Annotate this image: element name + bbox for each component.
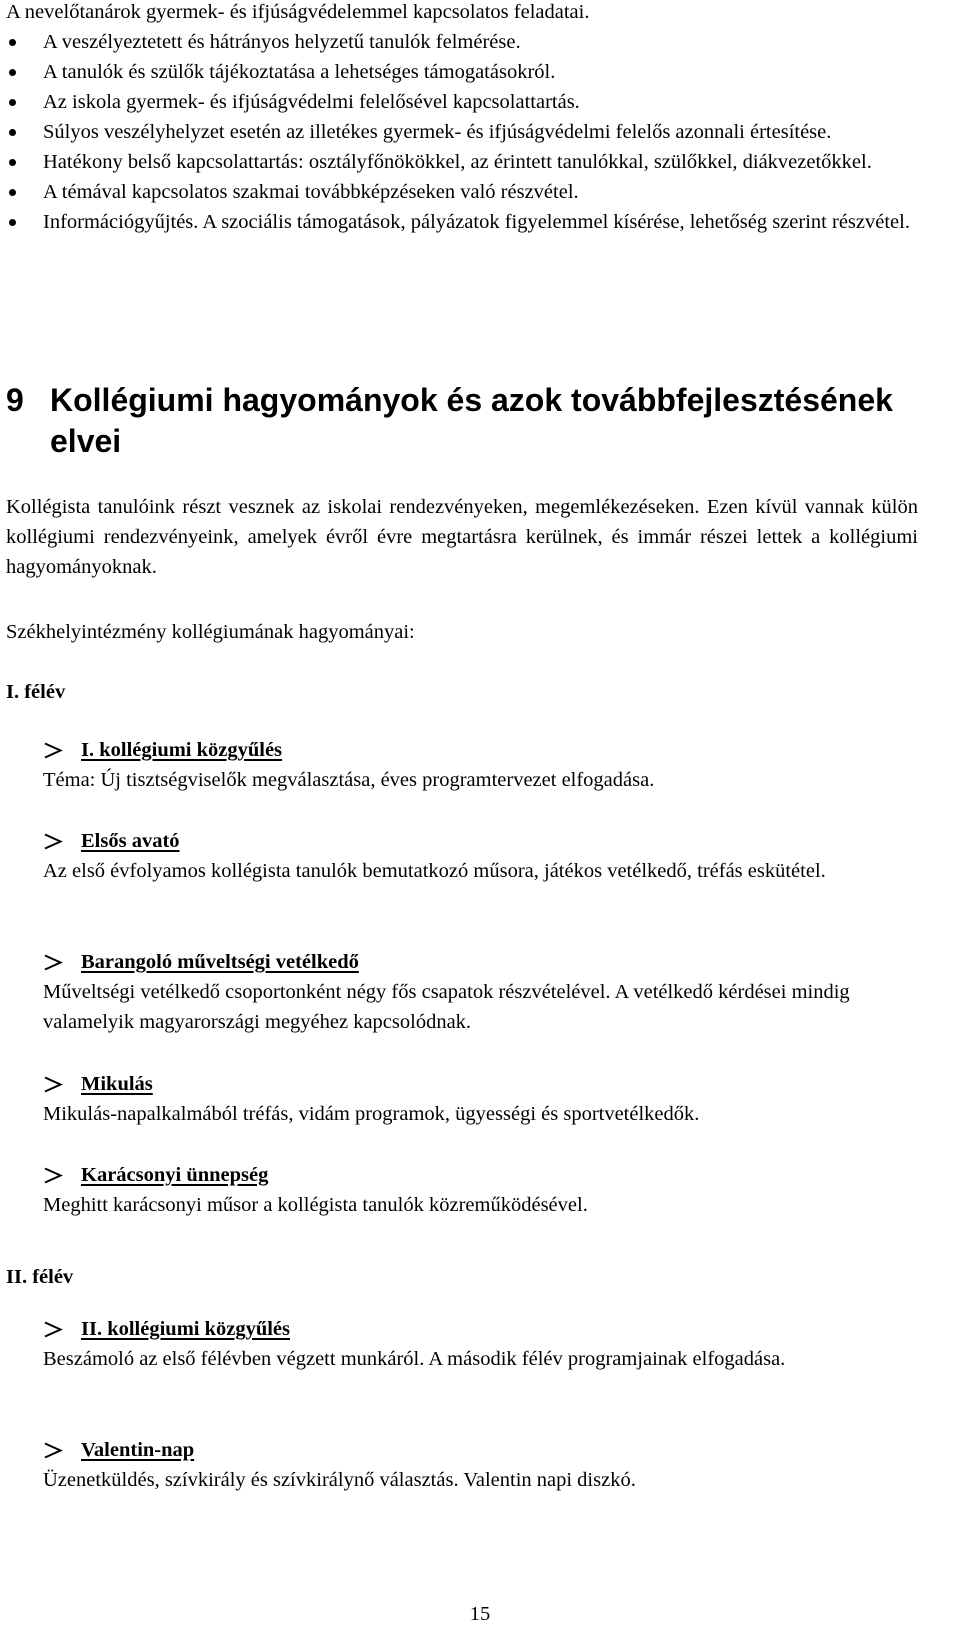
bullet-icon xyxy=(9,99,16,106)
bullet-list xyxy=(0,27,930,237)
list-item: Hatékony belső kapcsolattartás: osztályfőnökökkel, az érintett tanulókkal, szülőkkel, diákvezetőkkel. xyxy=(0,147,930,177)
tradition-description: Téma: Új tisztségviselők megválasztása, éves programtervezet elfogadása. xyxy=(43,769,655,791)
list-item: Súlyos veszélyhelyzet esetén az illetékes gyermek- és ifjúságvédelmi felelős azonnali értesítése. xyxy=(0,117,930,147)
tradition-description: Műveltségi vetélkedő csoportonként négy fős csapatok részvételével. A vetélkedő kérdései mindig valamelyik magyarországi megyéhez kapcsolódnak. xyxy=(43,981,850,1033)
tradition-title: Elsős avató xyxy=(81,830,180,852)
list-item: Információgyűjtés. A szociális támogatások, pályázatok figyelemmel kísérése, lehetőség szerint részvétel. xyxy=(0,207,930,237)
bullet-icon xyxy=(9,129,16,136)
tradition-item xyxy=(43,1435,933,1495)
tradition-item xyxy=(43,1160,933,1220)
bullet-icon xyxy=(9,39,16,46)
arrow-bullet-icon xyxy=(43,954,63,971)
arrow-bullet-icon xyxy=(43,742,63,759)
tradition-title: I. kollégiumi közgyűlés xyxy=(81,739,283,761)
tradition-description: Mikulás-napalkalmából tréfás, vidám programok, ügyességi és sportvetélkedők. xyxy=(43,1103,700,1125)
section-title: Kollégiumi hagyományok és azok továbbfejlesztésének elvei xyxy=(50,382,893,459)
tradition-description: Üzenetküldés, szívkirály és szívkirálynő választás. Valentin napi diszkó. xyxy=(43,1469,636,1491)
page-number: 15 xyxy=(469,1603,491,1625)
arrow-bullet-icon xyxy=(43,1167,63,1184)
list-item: Az iskola gyermek- és ifjúságvédelmi felelősével kapcsolattartás. xyxy=(0,87,930,117)
traditions-subtitle: Székhelyintézmény kollégiumának hagyományai: xyxy=(6,621,415,643)
bullet-icon xyxy=(9,159,16,166)
semester-1-label: I. félév xyxy=(6,681,66,703)
tradition-item xyxy=(43,947,933,1037)
tradition-description: Az első évfolyamos kollégista tanulók bemutatkozó műsora, játékos vetélkedő, tréfás eskütétel. xyxy=(43,860,826,882)
section-heading xyxy=(6,380,906,462)
list-item: A témával kapcsolatos szakmai továbbképzéseken való részvétel. xyxy=(0,177,930,207)
bullet-icon xyxy=(9,189,16,196)
list-item: A veszélyeztetett és hátrányos helyzetű tanulók felmérése. xyxy=(0,27,930,57)
arrow-bullet-icon xyxy=(43,1442,63,1459)
tradition-title: Barangoló műveltségi vetélkedő xyxy=(81,951,359,973)
tradition-title: Mikulás xyxy=(81,1073,153,1095)
tradition-title: Valentin-nap xyxy=(81,1439,195,1461)
list-item: A tanulók és szülők tájékoztatása a lehetséges támogatásokról. xyxy=(0,57,930,87)
tradition-item xyxy=(43,735,933,795)
semester-2-label: II. félév xyxy=(6,1266,74,1288)
section-number: 9 xyxy=(6,382,24,418)
bullet-icon xyxy=(9,69,16,76)
arrow-bullet-icon xyxy=(43,1321,63,1338)
tradition-title: Karácsonyi ünnepség xyxy=(81,1164,269,1186)
intro-paragraph: Kollégista tanulóink részt vesznek az iskolai rendezvényeken, megemlékezéseken. Ezen kívül vannak külön kollégiumi rendezvényeink, amelyek évről évre megtartásra kerülnek, és immár részei lettek a kollégiumi hagyományoknak. xyxy=(6,496,918,578)
intro-line: A nevelőtanárok gyermek- és ifjúságvédelemmel kapcsolatos feladatai. xyxy=(6,1,590,23)
tradition-item xyxy=(43,1314,933,1374)
arrow-bullet-icon xyxy=(43,1076,63,1093)
tradition-description: Meghitt karácsonyi műsor a kollégista tanulók közreműködésével. xyxy=(43,1194,588,1216)
bullet-icon xyxy=(9,219,16,226)
tradition-title: II. kollégiumi közgyűlés xyxy=(81,1318,291,1340)
tradition-item xyxy=(43,826,933,886)
tradition-item xyxy=(43,1069,933,1129)
arrow-bullet-icon xyxy=(43,833,63,850)
tradition-description: Beszámoló az első félévben végzett munkáról. A második félév programjainak elfogadása. xyxy=(43,1348,786,1370)
